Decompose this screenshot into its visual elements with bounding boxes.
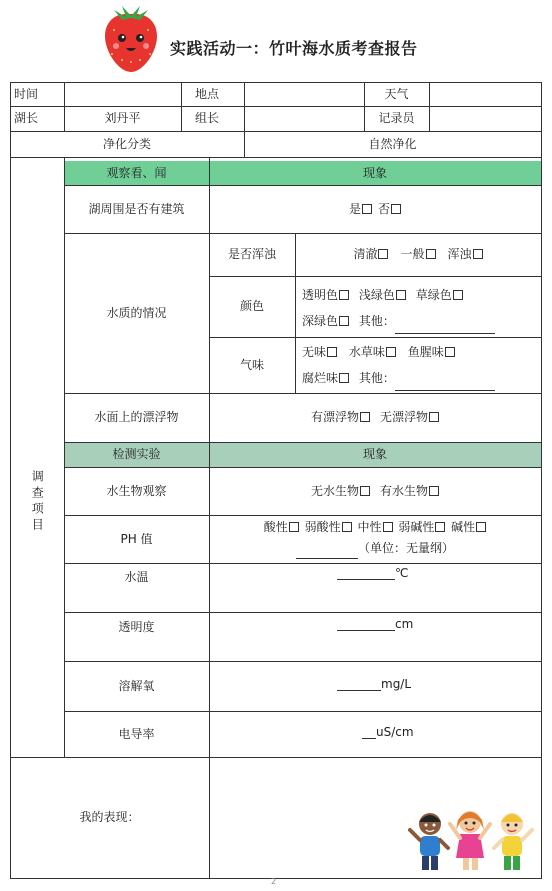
ph-value-field[interactable] bbox=[296, 546, 358, 559]
option-label: 清澈 bbox=[353, 247, 378, 262]
checkbox[interactable] bbox=[453, 290, 463, 300]
turbid-label: 是否浑浊 bbox=[227, 247, 276, 262]
time-field[interactable] bbox=[64, 82, 181, 106]
option-label: 是 bbox=[348, 201, 361, 216]
option-label: 浅绿色 bbox=[358, 288, 395, 302]
page-number: 2 bbox=[271, 877, 277, 886]
transparency-unit: cm bbox=[395, 617, 414, 631]
oxygen-value bbox=[337, 677, 411, 691]
place-label: 地点 bbox=[195, 86, 220, 101]
checkbox[interactable] bbox=[342, 522, 352, 532]
checkbox[interactable] bbox=[339, 290, 349, 300]
lake-leader-value: 刘丹平 bbox=[104, 111, 141, 126]
performance-label: 我的表现： bbox=[79, 810, 140, 825]
recorder-label: 记录员 bbox=[378, 111, 415, 126]
smell-other-field[interactable] bbox=[395, 378, 495, 391]
option-label: 鱼腥味 bbox=[407, 345, 444, 359]
checkbox[interactable] bbox=[327, 347, 337, 357]
transparency-value bbox=[337, 617, 413, 631]
recorder-field[interactable] bbox=[429, 106, 541, 131]
option-odorless[interactable] bbox=[302, 345, 337, 359]
transparency-label: 透明度 bbox=[118, 619, 155, 634]
checkbox[interactable] bbox=[378, 249, 388, 259]
oxygen-label: 溶解氧 bbox=[118, 678, 155, 693]
group-leader-field[interactable] bbox=[244, 106, 364, 131]
turbid-options bbox=[295, 233, 541, 276]
option-label: 深绿色 bbox=[302, 314, 339, 328]
option-neutral[interactable] bbox=[357, 520, 392, 534]
weather-label: 天气 bbox=[384, 86, 409, 101]
smell-options bbox=[302, 339, 538, 391]
phenomenon-header: 现象 bbox=[362, 165, 387, 180]
purify-class-value: 自然净化 bbox=[368, 136, 417, 151]
ph-label: PH 值 bbox=[120, 531, 153, 546]
transparency-field[interactable] bbox=[337, 618, 395, 631]
color-options bbox=[302, 282, 538, 334]
option-label: 无漂浮物 bbox=[380, 410, 429, 425]
observe-header: 观察看、闻 bbox=[106, 165, 167, 180]
option-grass-green[interactable] bbox=[416, 288, 463, 302]
checkbox[interactable] bbox=[476, 522, 486, 532]
aquatic-options bbox=[209, 467, 541, 515]
checkbox[interactable] bbox=[289, 522, 299, 532]
option-clear[interactable] bbox=[353, 244, 388, 264]
checkbox[interactable] bbox=[391, 204, 401, 214]
floating-options bbox=[209, 393, 541, 442]
option-label: 有漂浮物 bbox=[310, 410, 359, 425]
option-label: 一般 bbox=[400, 247, 425, 262]
option-label: 有水生物 bbox=[380, 483, 429, 498]
option-label: 草绿色 bbox=[415, 288, 452, 302]
checkbox[interactable] bbox=[360, 412, 370, 422]
option-fishy-smell[interactable] bbox=[408, 345, 455, 359]
checkbox[interactable] bbox=[339, 373, 349, 383]
checkbox[interactable] bbox=[386, 347, 396, 357]
building-options bbox=[209, 185, 541, 233]
option-label: 透明色 bbox=[302, 288, 339, 302]
option-label: 碱性 bbox=[451, 520, 476, 534]
water-quality-label: 水质的情况 bbox=[106, 305, 167, 320]
option-dark-green[interactable] bbox=[302, 314, 349, 328]
option-alkaline[interactable] bbox=[451, 520, 486, 534]
lake-leader-label: 湖长 bbox=[14, 111, 39, 126]
option-no-floating[interactable] bbox=[380, 407, 439, 427]
time-label: 时间 bbox=[14, 86, 39, 101]
checkbox[interactable] bbox=[426, 249, 436, 259]
conductivity-unit: uS/cm bbox=[376, 725, 414, 739]
weather-field[interactable] bbox=[429, 82, 541, 106]
other-label: 其他： bbox=[358, 314, 395, 328]
option-has-aquatic[interactable] bbox=[380, 481, 439, 501]
strawberry-icon bbox=[100, 2, 162, 74]
option-weed-smell[interactable] bbox=[349, 345, 396, 359]
option-yes[interactable] bbox=[349, 199, 372, 219]
temp-value bbox=[337, 566, 408, 580]
option-label: 弱碱性 bbox=[398, 520, 435, 534]
option-label: 无味 bbox=[302, 345, 327, 359]
conductivity-field[interactable] bbox=[362, 726, 376, 739]
option-label: 酸性 bbox=[263, 520, 288, 534]
option-label: 无水生物 bbox=[310, 483, 359, 498]
color-label: 颜色 bbox=[239, 299, 264, 314]
checkbox[interactable] bbox=[473, 249, 483, 259]
building-question: 湖周围是否有建筑 bbox=[88, 201, 185, 216]
option-label: 中性 bbox=[357, 520, 382, 534]
option-turbid[interactable] bbox=[448, 244, 483, 264]
place-field[interactable] bbox=[244, 82, 364, 106]
oxygen-unit: mg/L bbox=[381, 677, 412, 691]
smell-label: 气味 bbox=[239, 357, 264, 372]
option-no-aquatic[interactable] bbox=[311, 481, 370, 501]
color-other-field[interactable] bbox=[395, 321, 495, 334]
checkbox[interactable] bbox=[383, 522, 393, 532]
option-light-green[interactable] bbox=[359, 288, 406, 302]
cartoon-kids-icon bbox=[408, 804, 540, 876]
option-weak-acidic[interactable] bbox=[305, 520, 352, 534]
option-weak-alkaline[interactable] bbox=[398, 520, 445, 534]
option-transparent[interactable] bbox=[302, 288, 349, 302]
option-no[interactable] bbox=[378, 199, 401, 219]
checkbox[interactable] bbox=[362, 204, 372, 214]
test-phenomenon-header: 现象 bbox=[362, 447, 387, 462]
option-acidic[interactable] bbox=[264, 520, 299, 534]
test-header: 检测实验 bbox=[112, 447, 161, 462]
checkbox[interactable] bbox=[429, 486, 439, 496]
checkbox[interactable] bbox=[339, 316, 349, 326]
ph-unit-note: （单位：无量纲） bbox=[357, 541, 454, 555]
checkbox[interactable] bbox=[396, 290, 406, 300]
temp-field[interactable] bbox=[337, 567, 395, 580]
survey-side-label: 调查项目 bbox=[30, 470, 45, 534]
page-title: 实践活动一：竹叶海水质考查报告 bbox=[170, 39, 418, 58]
checkbox[interactable] bbox=[429, 412, 439, 422]
option-label: 弱酸性 bbox=[304, 520, 341, 534]
temp-unit: ℃ bbox=[395, 566, 409, 580]
oxygen-field[interactable] bbox=[337, 678, 381, 691]
checkbox[interactable] bbox=[435, 522, 445, 532]
ph-options bbox=[209, 517, 541, 559]
floating-question: 水面上的漂浮物 bbox=[94, 410, 179, 425]
conductivity-label: 电导率 bbox=[118, 726, 155, 741]
option-label: 浑浊 bbox=[447, 247, 472, 262]
option-normal[interactable] bbox=[400, 244, 435, 264]
other-label: 其他： bbox=[358, 371, 395, 385]
option-rotten-smell[interactable] bbox=[302, 371, 349, 385]
conductivity-value bbox=[362, 725, 414, 739]
checkbox[interactable] bbox=[360, 486, 370, 496]
checkbox[interactable] bbox=[445, 347, 455, 357]
aquatic-label: 水生物观察 bbox=[106, 483, 167, 498]
option-has-floating[interactable] bbox=[311, 407, 370, 427]
group-leader-label: 组长 bbox=[195, 111, 220, 126]
option-label: 否 bbox=[378, 201, 391, 216]
option-label: 腐烂味 bbox=[302, 371, 339, 385]
option-label: 水草味 bbox=[348, 345, 385, 359]
temp-label: 水温 bbox=[124, 569, 149, 584]
purify-class-label: 净化分类 bbox=[102, 136, 151, 151]
